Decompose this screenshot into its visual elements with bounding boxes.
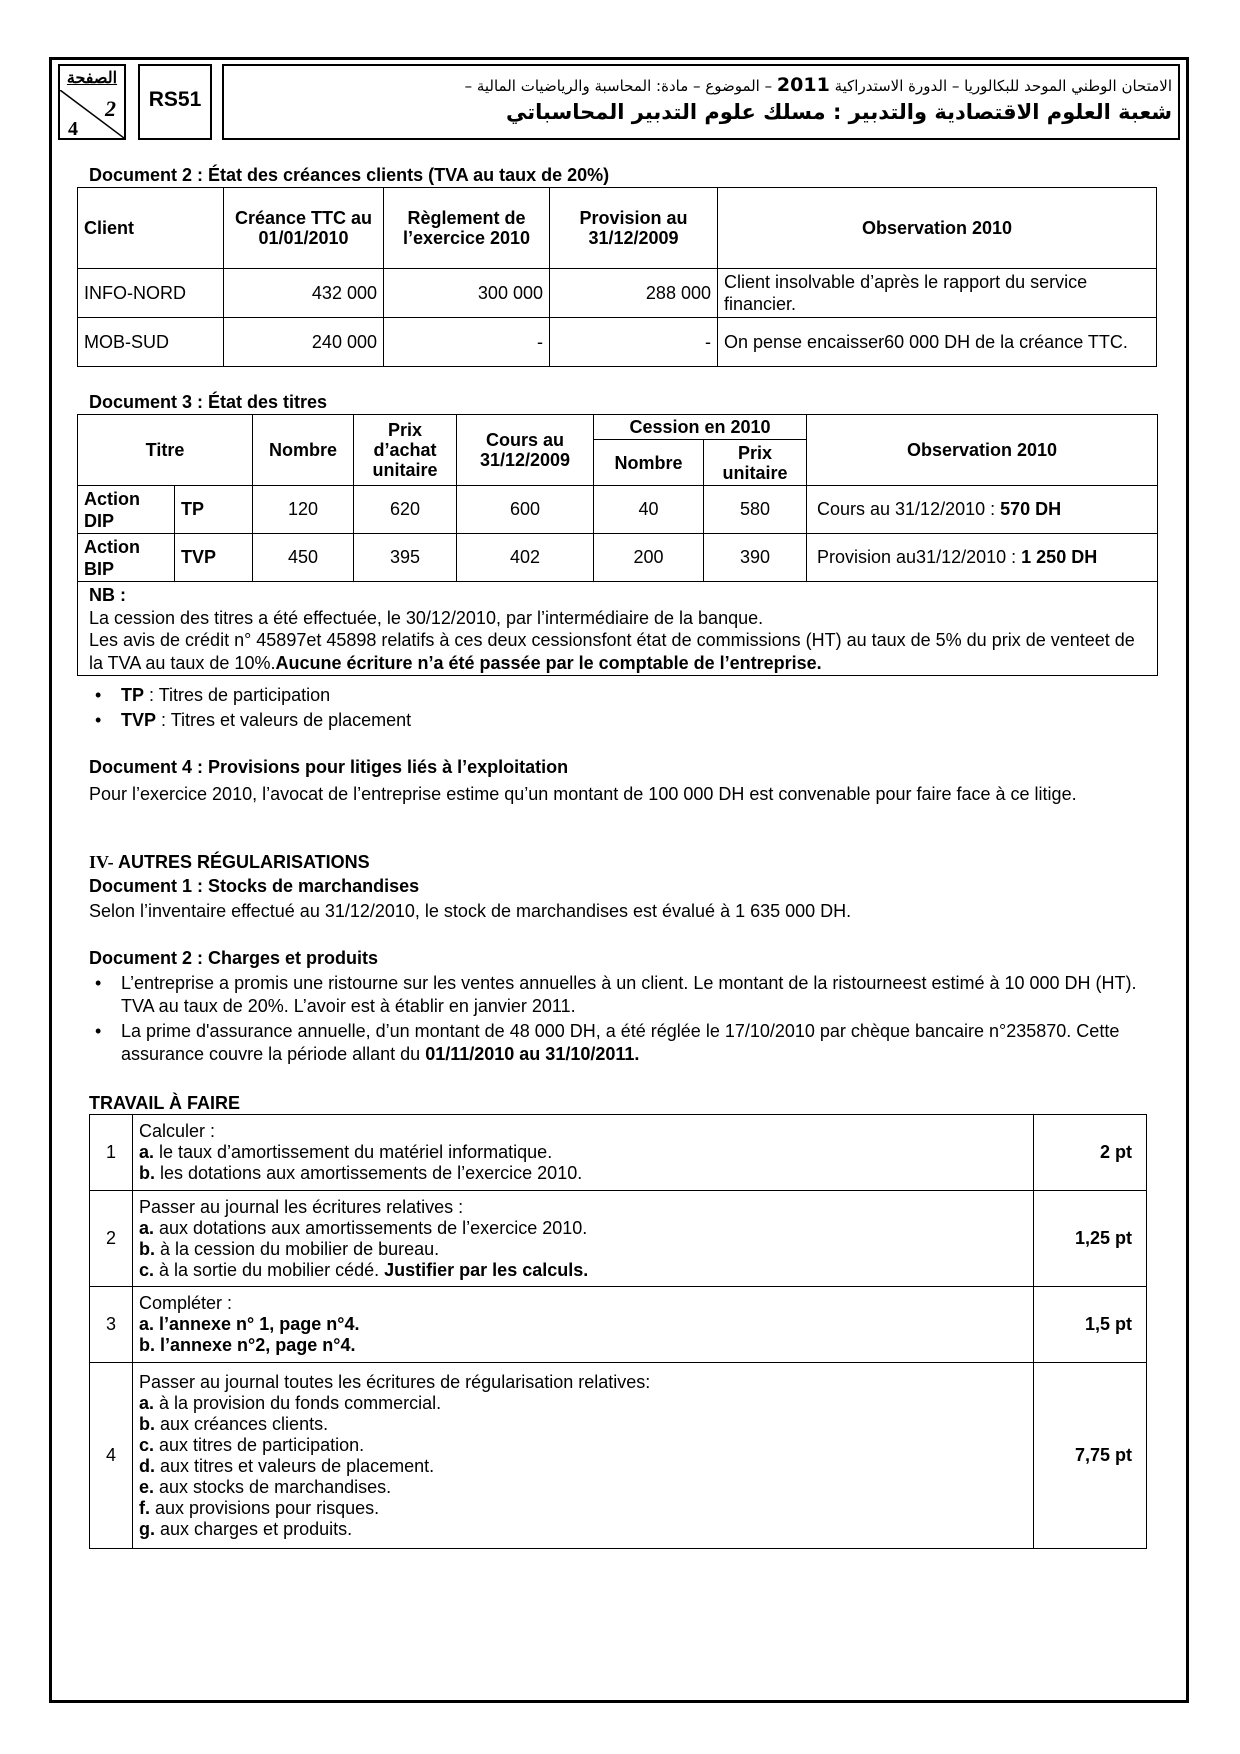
item-letter: f. (139, 1497, 150, 1518)
table-row (90, 1287, 1147, 1363)
travail-table (89, 1114, 1147, 1549)
list-item (89, 684, 1149, 707)
page-number-box (58, 64, 126, 140)
col-cession-nombre: Nombre (594, 440, 704, 486)
task-description (133, 1115, 1034, 1191)
table-row (78, 486, 1158, 534)
item-text: aux créances clients. (155, 1413, 329, 1434)
travail-title: TRAVAIL À FAIRE (89, 1093, 241, 1113)
list-item: • L’entreprise a promis une ristourne sur les ventes annuelles à un client. Le montant de la ristourneest estimé à 10 000 DH (HT). TVA au taux de 20%. L’avoir est à établir en janvier 2011. (89, 972, 1149, 1018)
nb-line1: La cession des titres a été effectuée, le 30/12/2010, par l’intermédiaire de la banque. (89, 607, 764, 628)
cell-type: TVP (175, 534, 253, 582)
stocks-title: Document 1 : Stocks de marchandises (89, 876, 420, 896)
task-item (139, 1456, 1027, 1477)
nb-title: NB : (89, 585, 126, 605)
cell-provision: 288 000 (550, 269, 718, 318)
task-number: 4 (90, 1363, 133, 1549)
task-number: 3 (90, 1287, 133, 1363)
item-letter: a. (139, 1217, 155, 1238)
cell-client: INFO-NORD (78, 269, 224, 318)
cell-reglement: - (384, 318, 550, 367)
col-creance: Créance TTC au 01/01/2010 (224, 188, 384, 269)
item-text: à la provision du fonds commercial. (154, 1392, 442, 1413)
page-number: 2 (105, 96, 116, 121)
exam-session: الامتحان الوطني الموحد للبكالوريا – الدورة الاستدراكية (834, 77, 1172, 95)
item-letter: e. (139, 1476, 155, 1497)
item-letter: c. (139, 1434, 155, 1455)
task-intro: Calculer : (139, 1121, 216, 1141)
item-letter: b. (139, 1335, 155, 1355)
charges-list (89, 972, 1149, 1066)
nb-line2-text: Les avis de crédit n° 45897et 45898 relatifs à ces deux cessionsfont état de commissions (HT) au taux de 5% du prix de venteet de la TVA au taux de 10%. (89, 630, 1135, 673)
item-text: aux charges et produits. (155, 1518, 353, 1539)
cell-nombre: 450 (253, 534, 354, 582)
task-item (139, 1477, 1027, 1498)
cell-client: MOB-SUD (78, 318, 224, 367)
col-nombre: Nombre (253, 415, 354, 486)
nb-line2-bold: Aucune écriture n’a été passée par le comptable de l’entreprise. (275, 652, 822, 673)
table-row (90, 1191, 1147, 1287)
exam-header (58, 64, 1180, 140)
col-client: Client (78, 188, 224, 269)
observation-text: Provision au31/12/2010 : (817, 547, 1022, 567)
item-bold: Justifier par les calculs. (384, 1259, 589, 1280)
exam-year: 2011 (776, 74, 830, 96)
task-points: 7,75 pt (1034, 1363, 1147, 1549)
cell-cession-prix: 390 (704, 534, 807, 582)
list-item (89, 1020, 1149, 1066)
bullet2-bold: 01/11/2010 au 31/10/2011. (425, 1044, 640, 1064)
page-total: 4 (68, 118, 78, 140)
task-item (139, 1435, 1027, 1456)
col-prix-achat: Prix d’achat unitaire (354, 415, 457, 486)
exam-title-line2: شعبة العلوم الاقتصادية والتدبير : مسلك علوم التدبير المحاسباتي (506, 100, 1172, 124)
exam-subject: – الموضوع – مادة: المحاسبة والرياضيات المالية – (464, 77, 773, 95)
item-text: aux stocks de marchandises. (154, 1476, 392, 1497)
task-number: 2 (90, 1191, 133, 1287)
section-title-text: AUTRES RÉGULARISATIONS (113, 852, 370, 872)
table-row (90, 1363, 1147, 1549)
section-iv-title (89, 852, 370, 873)
item-text: aux titres et valeurs de placement. (155, 1455, 435, 1476)
task-item (139, 1218, 1027, 1239)
nb-line2 (89, 629, 1146, 674)
item-text: aux dotations aux amortissements de l’exercice 2010. (154, 1217, 588, 1238)
item-text: le taux d’amortissement du matériel informatique. (154, 1142, 553, 1162)
task-item (139, 1314, 1027, 1335)
item-text: à la cession du mobilier de bureau. (155, 1238, 440, 1259)
cell-cession-prix: 580 (704, 486, 807, 534)
legend-text: : Titres et valeurs de placement (156, 710, 412, 730)
cell-type: TP (175, 486, 253, 534)
task-item (139, 1414, 1027, 1435)
legend-abbr: TP (121, 685, 145, 705)
col-cours: Cours au 31/12/2009 (457, 415, 594, 486)
bullet2-text: La prime d'assurance annuelle, d’un montant de 48 000 DH, a été réglée le 17/10/2010 par chèque bancaire n°235870. Cette assurance couvre la période allant du (121, 1021, 1120, 1064)
col-provision: Provision au 31/12/2009 (550, 188, 718, 269)
table-row (90, 1115, 1147, 1191)
doc2-table (77, 187, 1157, 367)
doc4-text: Pour l’exercice 2010, l’avocat de l’entreprise estime qu’un montant de 100 000 DH est convenable pour faire face à ce litige. (89, 784, 1077, 804)
cell-cours: 600 (457, 486, 594, 534)
cell-cours: 402 (457, 534, 594, 582)
task-item (139, 1393, 1027, 1414)
stocks-text: Selon l’inventaire effectué au 31/12/2010, le stock de marchandises est évalué à 1 635 000 DH. (89, 901, 852, 921)
cell-nombre: 120 (253, 486, 354, 534)
cell-titre: Action DIP (78, 486, 175, 534)
doc3-legend (89, 684, 1149, 732)
task-intro: Passer au journal les écritures relatives : (139, 1196, 464, 1217)
col-cession: Cession en 2010 (594, 415, 807, 440)
task-points: 1,5 pt (1034, 1287, 1147, 1363)
col-cession-prix: Prix unitaire (704, 440, 807, 486)
nb-cell (78, 582, 1158, 676)
task-item (139, 1163, 1027, 1184)
nb-row (78, 582, 1158, 676)
cell-provision: - (550, 318, 718, 367)
observation-value: 570 DH (1000, 499, 1062, 519)
item-letter: d. (139, 1455, 155, 1476)
task-item (139, 1260, 1027, 1281)
cell-titre: Action BIP (78, 534, 175, 582)
subject-code: RS51 (148, 88, 202, 111)
task-item (139, 1519, 1027, 1540)
task-description (133, 1287, 1034, 1363)
item-letter: g. (139, 1518, 155, 1539)
doc2-title: Document 2 : État des créances clients (TVA au taux de 20%) (89, 165, 610, 185)
item-text: à la sortie du mobilier cédé. (154, 1259, 385, 1280)
col-titre: Titre (78, 415, 253, 486)
cell-creance: 432 000 (224, 269, 384, 318)
item-text: aux titres de participation. (154, 1434, 365, 1455)
task-number: 1 (90, 1115, 133, 1191)
col-reglement: Règlement de l’exercice 2010 (384, 188, 550, 269)
table-row (78, 269, 1157, 318)
col-observation: Observation 2010 (718, 188, 1157, 269)
task-item (139, 1239, 1027, 1260)
subject-code-box (138, 64, 212, 140)
item-letter: b. (139, 1163, 155, 1183)
observation-value: 1 250 DH (1021, 547, 1098, 567)
cell-creance: 240 000 (224, 318, 384, 367)
item-text: l’annexe n°2, page n°4. (155, 1335, 356, 1355)
item-letter: c. (139, 1259, 155, 1280)
cell-observation (807, 486, 1158, 534)
task-intro: Passer au journal toutes les écritures de régularisation relatives: (139, 1371, 651, 1392)
item-letter: b. (139, 1413, 155, 1434)
doc3-title: Document 3 : État des titres (89, 392, 328, 412)
item-letter: a. (139, 1392, 155, 1413)
doc3-table (77, 414, 1158, 676)
task-points: 2 pt (1034, 1115, 1147, 1191)
item-letter: b. (139, 1238, 155, 1259)
cell-observation: Client insolvable d’après le rapport du service financier. (718, 269, 1157, 318)
exam-title-line1 (224, 74, 1172, 96)
observation-text: Cours au 31/12/2010 : (817, 499, 1001, 519)
legend-text: : Titres de participation (144, 685, 331, 705)
cell-cession-nombre: 40 (594, 486, 704, 534)
list-item (89, 709, 1149, 732)
table-header-row (78, 415, 1158, 440)
exam-title-box (222, 64, 1180, 140)
cell-observation (807, 534, 1158, 582)
task-item (139, 1498, 1027, 1519)
legend-abbr: TVP (121, 710, 157, 730)
task-item (139, 1142, 1027, 1163)
table-row (78, 318, 1157, 367)
task-description (133, 1191, 1034, 1287)
doc4-title: Document 4 : Provisions pour litiges liés à l’exploitation (89, 757, 569, 777)
item-text: l’annexe n° 1, page n°4. (154, 1314, 360, 1334)
table-header-row (78, 188, 1157, 269)
cell-observation: On pense encaisser60 000 DH de la créance TTC. (718, 318, 1157, 367)
task-description (133, 1363, 1034, 1549)
task-points: 1,25 pt (1034, 1191, 1147, 1287)
cell-cession-nombre: 200 (594, 534, 704, 582)
task-item (139, 1335, 1027, 1356)
col-observation: Observation 2010 (807, 415, 1158, 486)
item-letter: a. (139, 1142, 155, 1162)
item-text: aux provisions pour risques. (150, 1497, 380, 1518)
section-roman: IV- (89, 852, 114, 872)
cell-reglement: 300 000 (384, 269, 550, 318)
page-label: الصفحة (66, 68, 118, 87)
cell-prix: 620 (354, 486, 457, 534)
task-intro: Compléter : (139, 1293, 233, 1313)
charges-title: Document 2 : Charges et produits (89, 948, 379, 968)
cell-prix: 395 (354, 534, 457, 582)
item-text: les dotations aux amortissements de l’exercice 2010. (155, 1163, 583, 1183)
item-letter: a. (139, 1314, 155, 1334)
table-row (78, 534, 1158, 582)
